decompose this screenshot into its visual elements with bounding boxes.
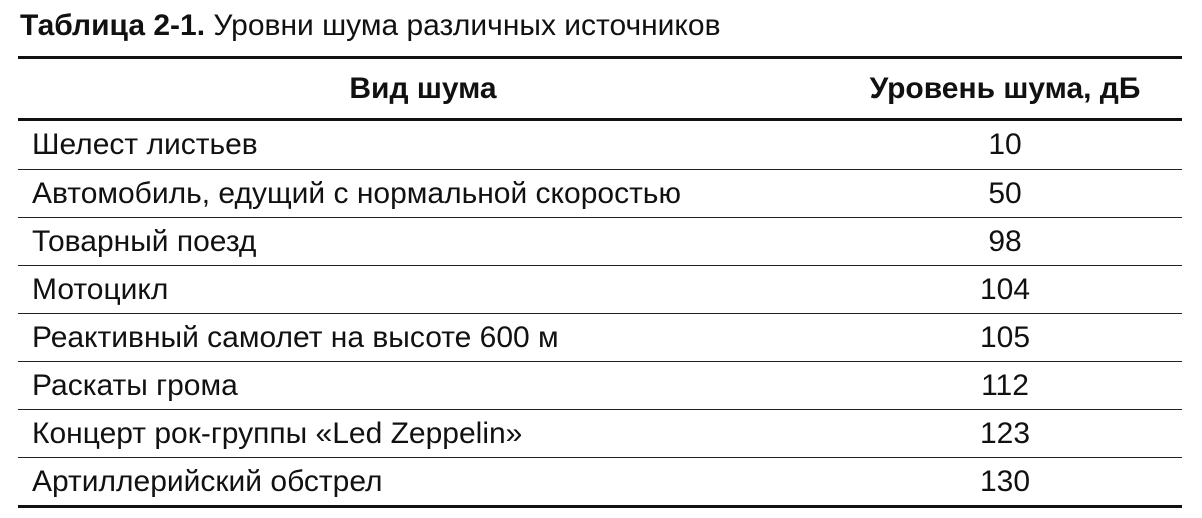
noise-level-cell: 112 <box>981 368 1029 402</box>
noise-level-cell: 50 <box>988 176 1022 210</box>
noise-type-cell: Шелест листьев <box>32 128 258 161</box>
noise-type-cell: Концерт рок-группы «Led Zeppelin» <box>32 416 523 450</box>
table-row <box>18 313 1182 361</box>
table-caption <box>20 8 721 44</box>
column-header-noise-type: Вид шума <box>349 71 497 105</box>
column-header-noise-level: Уровень шума, дБ <box>869 71 1141 105</box>
noise-level-cell: 10 <box>988 128 1022 161</box>
table-row <box>18 409 1182 457</box>
noise-level-cell: 104 <box>979 272 1031 306</box>
noise-level-cell: 105 <box>979 320 1031 354</box>
noise-type-cell: Раскаты грома <box>32 368 238 402</box>
table-row <box>18 265 1182 313</box>
table-caption-label: Таблица 2-1. <box>20 9 206 42</box>
table-row <box>18 361 1182 409</box>
noise-type-cell: Автомобиль, едущий с нормальной скоростью <box>32 176 681 210</box>
noise-type-cell: Товарный поезд <box>32 224 257 258</box>
noise-level-cell: 130 <box>979 464 1031 498</box>
noise-type-cell: Мотоцикл <box>32 272 169 306</box>
noise-type-cell: Артиллерийский обстрел <box>32 464 383 498</box>
table-row <box>18 169 1182 217</box>
table-caption-title: Уровни шума различных источников <box>213 9 721 42</box>
noise-level-cell: 123 <box>979 416 1031 450</box>
table-row <box>18 217 1182 265</box>
noise-levels-table <box>18 56 1182 508</box>
noise-type-cell: Реактивный самолет на высоте 600 м <box>32 320 559 354</box>
table-header-row <box>18 59 1182 121</box>
noise-level-cell: 98 <box>988 224 1022 258</box>
table-row <box>18 121 1182 169</box>
table-row <box>18 457 1182 505</box>
